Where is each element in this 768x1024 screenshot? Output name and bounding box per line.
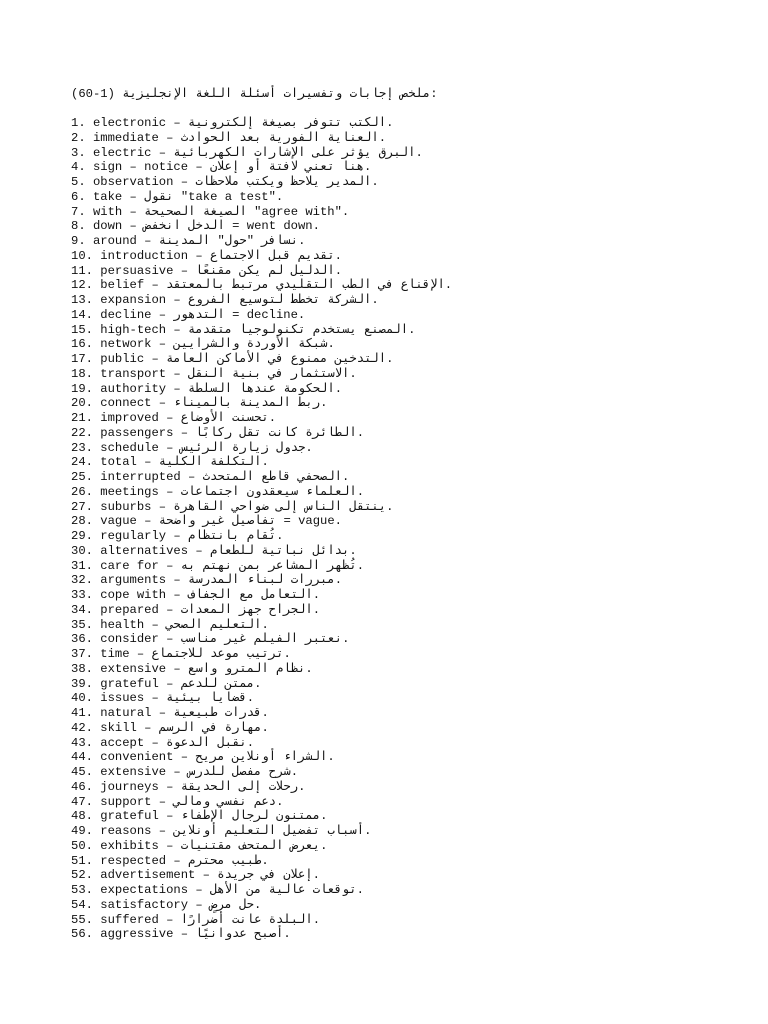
list-item: 31. care for – تُظهر المشاعر بمن نهتم به. [71, 558, 365, 573]
list-item: 30. alternatives – بدائل نباتية للطعام. [71, 543, 357, 558]
list-item: 6. take – نقول "take a test". [71, 189, 284, 204]
list-item: 51. respected – طبيب محترم. [71, 853, 269, 868]
list-item: 49. reasons – أسباب تفضيل التعليم أونلاين. [71, 824, 372, 838]
list-item: 7. with – الصيغة الصحيحة "agree with". [71, 204, 350, 219]
list-item: 44. convenient – الشراء أونلاين مريح. [71, 750, 335, 765]
list-item: 50. exhibits – يعرض المتحف مقتنيات. [71, 838, 328, 853]
document-page [71, 86, 751, 942]
list-item: 54. satisfactory – حل مرضٍ. [71, 897, 262, 912]
list-item: 55. suffered – البلدة عانت أضرارًا. [71, 912, 321, 927]
list-item: 5. observation – المدير يلاحظ ويكتب ملاحظات. [71, 175, 379, 189]
list-item: 40. issues – قضايا بيئية. [71, 691, 255, 706]
list-item: 20. connect – ربط المدينة بالميناء. [71, 396, 328, 411]
list-item: 42. skill – مهارة في الرسم. [71, 720, 269, 735]
list-item: 17. public – التدخين ممنوع في الأماكن العامة. [71, 352, 394, 366]
list-item: 35. health – التعليم الصحي. [71, 617, 269, 632]
list-item: 3. electric – البرق يؤثر على الإشارات الكهربائية. [71, 145, 423, 160]
document-title: (60-1) ملخص إجابات وتفسيرات أسئلة اللغة الإنجليزية: [71, 87, 438, 101]
list-item: 28. vague – تفاصيل غير واضحة = vague. [71, 514, 342, 529]
list-item: 22. passengers – الطائرة كانت تقل ركابًا. [71, 425, 365, 440]
list-item: 52. advertisement – إعلان في جريدة. [71, 868, 320, 883]
answer-list [71, 116, 751, 942]
list-item: 9. around – نسافر "حول" المدينة. [71, 234, 306, 248]
list-item: 47. support – دعم نفسي ومالي. [71, 794, 284, 809]
list-item: 45. extensive – شرح مفصل للدرس. [71, 765, 299, 779]
list-item: 39. grateful – ممتن للدعم. [71, 676, 262, 691]
list-item: 23. schedule – جدول زيارة الرئيس. [71, 440, 313, 455]
list-item: 19. authority – الحكومة عندها السلطة. [71, 381, 343, 396]
list-item: 32. arguments – مبررات لبناء المدرسة. [71, 573, 343, 588]
list-item: 27. suburbs – ينتقل الناس إلى ضواحي القاهرة. [71, 499, 394, 514]
list-item: 14. decline – التدهور = decline. [71, 307, 306, 322]
list-item: 1. electronic – الكتب تتوفر بصيغة إلكترونية. [71, 116, 394, 130]
list-item: 13. expansion – الشركة تخطط لتوسيع الفروع. [71, 293, 379, 307]
list-item: 16. network – شبكة الأوردة والشرايين. [71, 337, 335, 352]
list-item: 26. meetings – العلماء سيعقدون اجتماعات. [71, 484, 365, 499]
list-item: 21. improved – تحسنت الأوضاع. [71, 411, 277, 425]
list-item: 48. grateful – ممتنون لرجال الإطفاء. [71, 809, 328, 824]
list-item: 11. persuasive – الدليل لم يكن مقنعًا. [71, 263, 343, 278]
list-item: 24. total – التكلفة الكلية. [71, 455, 269, 470]
list-item: 18. transport – الاستثمار في بنية النقل. [71, 366, 357, 381]
list-item: 41. natural – قدرات طبيعية. [71, 706, 269, 720]
list-item: 2. immediate – العناية الفورية بعد الحوادث. [71, 130, 387, 145]
list-item: 15. high-tech – المصنع يستخدم تكنولوجيا متقدمة. [71, 322, 416, 337]
list-item: 4. sign – notice – هنا تعني لافتة أو إعلان. [71, 160, 372, 175]
list-item: 34. prepared – الجراح جهز المعدات. [71, 602, 321, 617]
list-item: 12. belief – الإقناع في الطب التقليدي مرتبط بالمعتقد. [71, 278, 453, 293]
list-item: 29. regularly – تُقام بانتظام. [71, 529, 284, 543]
list-item: 33. cope with – التعامل مع الجفاف. [71, 588, 321, 602]
list-item: 37. time – ترتيب موعد للاجتماع. [71, 647, 291, 661]
list-item: 10. introduction – تقديم قبل الاجتماع. [71, 248, 342, 263]
list-item: 38. extensive – نظام المترو واسع. [71, 661, 313, 676]
list-item: 36. consider – نعتبر الفيلم غير مناسب. [71, 632, 350, 647]
list-item: 46. journeys – رحلات إلى الحديقة. [71, 779, 306, 794]
list-item: 43. accept – نقبل الدعوة. [71, 735, 255, 750]
list-item: 56. aggressive – أصبح عدوانيًا. [71, 927, 291, 942]
list-item: 25. interrupted – الصحفي قاطع المتحدث. [71, 470, 350, 484]
list-item: 8. down – الدخل انخفض = went down. [71, 219, 320, 234]
list-item: 53. expectations – توقعات عالية من الأهل. [71, 883, 364, 897]
